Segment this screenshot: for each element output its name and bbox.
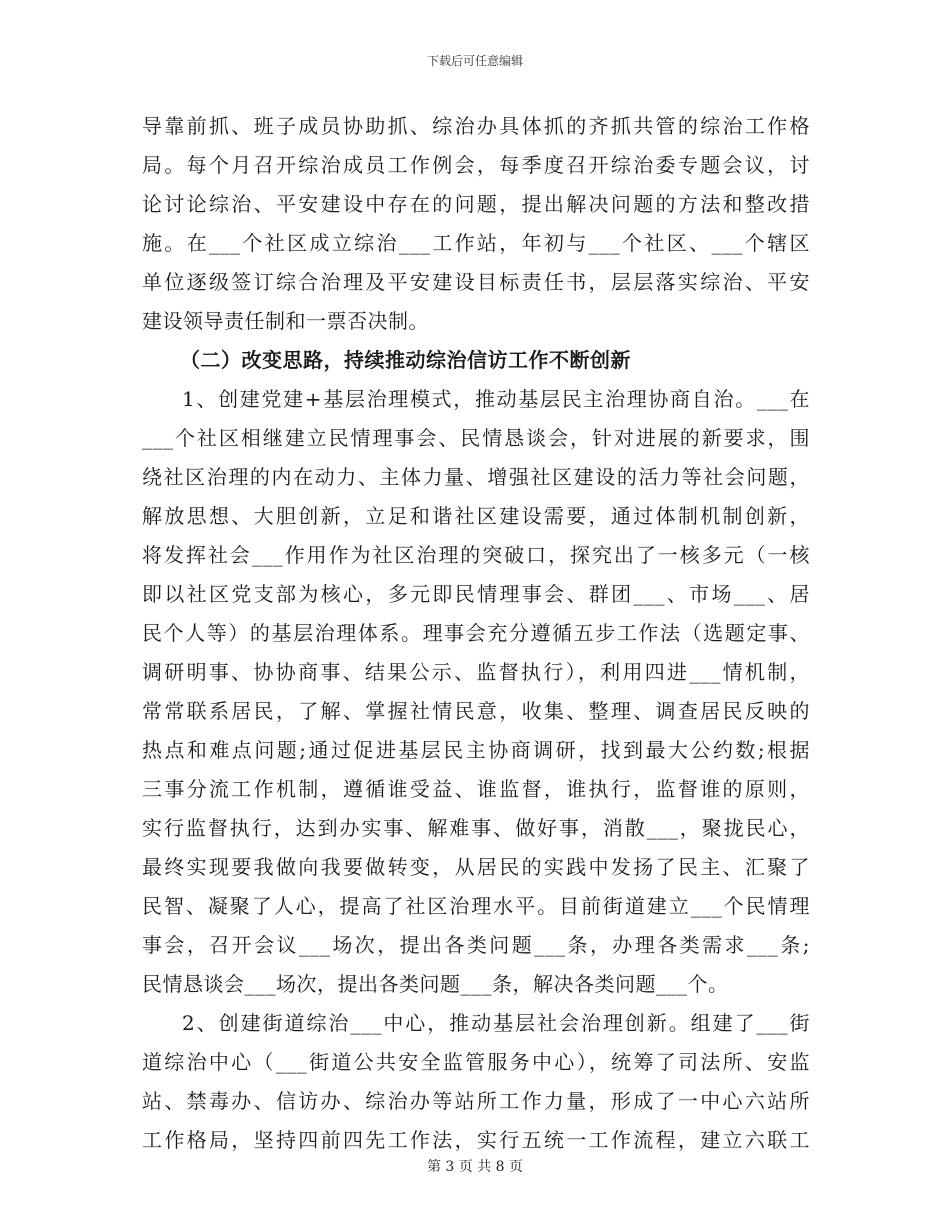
page-number: 第 3 页 共 8 页: [426, 1159, 524, 1175]
body-line: 将发挥社会___作用作为社区治理的突破口，探究出了一核多元（一核: [142, 543, 810, 567]
body-line: 论讨论综治、平安建设中存在的问题，提出解决问题的方法和整改措: [142, 192, 810, 216]
body-line: 解放思想、大胆创新，立足和谐社区建设需要，通过体制机制创新，: [142, 504, 810, 528]
body-line: 实行监督执行，达到办实事、解难事、做好事，消散___，聚拢民心，: [142, 816, 810, 840]
body-line: 民情恳谈会___场次，提出各类问题___条，解决各类问题___个。: [142, 972, 729, 996]
body-line: 导靠前抓、班子成员协助抓、综治办具体抓的齐抓共管的综治工作格: [142, 114, 810, 138]
body-line: 最终实现要我做向我要做转变，从居民的实践中发扬了民主、汇聚了: [142, 855, 810, 879]
body-line: 民个人等）的基层治理体系。理事会充分遵循五步工作法（选题定事、: [142, 621, 810, 645]
section-heading: （二）改变思路，持续推动综治信访工作不断创新: [180, 348, 631, 372]
body-line: 道综治中心（___街道公共安全监管服务中心），统筹了司法所、安监: [142, 1050, 810, 1074]
body-line: 调研明事、协协商事、结果公示、监督执行），利用四进___情机制，: [142, 660, 810, 684]
body-line: 即以社区党支部为核心，多元即民情理事会、群团___、市场___、居: [142, 582, 810, 606]
body-line: 施。在___个社区成立综治___工作站，年初与___个社区、___个辖区: [142, 231, 810, 255]
body-line: 事会，召开会议___场次，提出各类问题___条，办理各类需求___条;: [142, 933, 810, 957]
body-line: 局。每个月召开综治成员工作例会，每季度召开综治委专题会议，讨: [142, 153, 810, 177]
body-line: 建设领导责任制和一票否决制。: [142, 309, 429, 333]
body-line: 2、创建街道综治___中心，推动基层社会治理创新。组建了___街: [182, 1011, 810, 1035]
body-line: 三事分流工作机制，遵循谁受益、谁监督，谁执行，监督谁的原则，: [142, 777, 810, 801]
body-line: 绕社区治理的内在动力、主体力量、增强社区建设的活力等社会问题，: [142, 465, 810, 489]
body-line: 工作格局，坚持四前四先工作法，实行五统一工作流程，建立六联工: [142, 1128, 810, 1152]
body-line: 1、创建党建+基层治理模式，推动基层民主治理协商自治。___在: [182, 387, 810, 411]
document-body: [142, 107, 810, 1160]
body-line: 站、禁毒办、信访办、综治办等站所工作力量，形成了一中心六站所: [142, 1089, 810, 1113]
body-line: 单位逐级签订综合治理及平安建设目标责任书，层层落实综治、平安: [142, 270, 810, 294]
body-line: 常常联系居民，了解、掌握社情民意，收集、整理、调查居民反映的: [142, 699, 810, 723]
body-line: 热点和难点问题;通过促进基层民主协商调研，找到最大公约数;根据: [142, 738, 810, 762]
page-header: 下载后可任意编辑: [426, 54, 523, 68]
body-line: 民智、凝聚了人心，提高了社区治理水平。目前街道建立___个民情理: [142, 894, 810, 918]
body-line: ___个社区相继建立民情理事会、民情恳谈会，针对进展的新要求，围: [142, 426, 810, 450]
